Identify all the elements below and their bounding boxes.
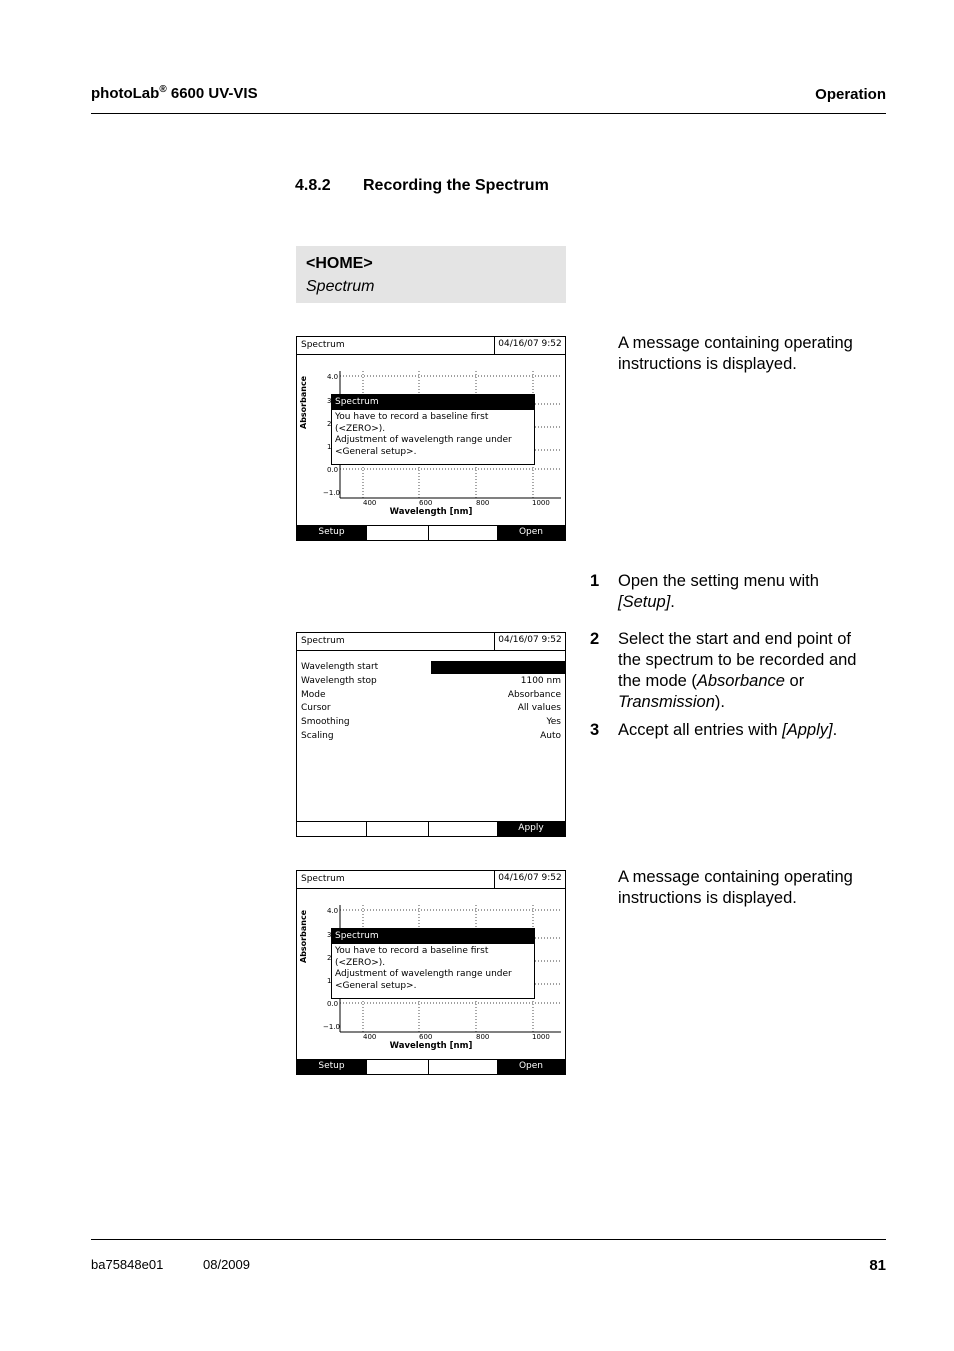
y-tick-label: 1 (327, 443, 332, 451)
step-number: 2 (590, 630, 600, 648)
softkey-empty[interactable] (428, 1060, 497, 1074)
step-number: 3 (590, 721, 600, 739)
dialog-title: Spectrum (332, 929, 534, 944)
setting-label: Wavelength start (301, 662, 379, 672)
header-section: Operation (815, 86, 886, 103)
text-fragment: or (784, 672, 805, 690)
mode-absorbance: Absorbance (696, 672, 785, 690)
screen-title: Spectrum (301, 636, 345, 646)
dialog-line: Adjustment of wavelength range under (335, 969, 512, 979)
setting-value: Absorbance (507, 689, 561, 700)
dialog-line: <General setup>. (335, 980, 417, 991)
x-tick-label: 800 (476, 1033, 490, 1041)
x-tick-label: 400 (363, 499, 377, 507)
y-tick-label: 1 (327, 977, 332, 985)
section-title: Recording the Spectrum (363, 177, 549, 194)
setting-label: Mode (301, 689, 326, 700)
x-tick-label: 600 (419, 1033, 433, 1041)
apply-key-ref: [Apply] (782, 721, 833, 739)
dialog-body (332, 944, 534, 992)
dialog-line: (<ZERO>). (335, 957, 386, 968)
step-3-text (618, 720, 837, 741)
setting-value: All values (517, 703, 561, 714)
softkey-open[interactable]: Open (497, 526, 565, 540)
screen-spectrum-settings (296, 632, 566, 837)
y-tick-label: 0.0 (327, 1000, 339, 1008)
dialog-line: <General setup>. (335, 446, 417, 457)
text-fragment: ). (714, 693, 725, 711)
text-line: instructions is displayed. (618, 889, 797, 907)
screen-title: Spectrum (301, 874, 345, 884)
softkey-setup[interactable]: Setup (297, 526, 366, 540)
x-tick-label: 1000 (532, 1033, 550, 1041)
text-line: the spectrum to be recorded and (618, 651, 857, 669)
setting-row-cursor[interactable] (297, 702, 565, 716)
setting-label: Wavelength stop (301, 675, 377, 686)
screen-title-bar (297, 633, 565, 651)
text-line (618, 692, 856, 713)
menu-path-home: <HOME> (306, 255, 373, 272)
x-tick-label: 400 (363, 1033, 377, 1041)
setup-key-ref: [Setup] (618, 593, 671, 611)
message-dialog (331, 928, 535, 999)
text-fragment: . (670, 593, 675, 611)
registered-mark: ® (159, 84, 167, 95)
x-tick-label: 800 (476, 499, 490, 507)
text-line (618, 592, 819, 613)
setting-label: Scaling (301, 730, 334, 741)
text-line: Open the setting menu with (618, 572, 819, 590)
dialog-line: You have to record a baseline first (335, 946, 489, 956)
footer-rule (91, 1239, 886, 1240)
setting-row-mode[interactable] (297, 689, 565, 703)
dialog-line: (<ZERO>). (335, 423, 386, 434)
text-line (618, 671, 856, 692)
softkey-empty[interactable] (428, 822, 497, 836)
setting-row-wavelength-stop[interactable] (297, 675, 565, 689)
softkey-empty[interactable] (428, 526, 497, 540)
settings-list (297, 661, 565, 744)
softkey-bar (297, 821, 565, 836)
footer-doc-id: ba75848e01 (91, 1257, 164, 1272)
softkey-open[interactable]: Open (497, 1060, 565, 1074)
setting-value: Auto (540, 730, 561, 741)
softkey-empty[interactable] (366, 526, 429, 540)
text-line: instructions is displayed. (618, 355, 797, 373)
message-dialog (331, 394, 535, 465)
softkey-empty[interactable] (366, 1060, 429, 1074)
footer-date: 08/2009 (203, 1257, 250, 1272)
x-axis-label: Wavelength [nm] (389, 507, 473, 517)
softkey-bar (297, 525, 565, 540)
dialog-body (332, 410, 534, 458)
y-tick-label: −1.0 (323, 489, 340, 497)
x-axis-label: Wavelength [nm] (389, 1041, 473, 1051)
text-fragment: the mode ( (618, 672, 697, 690)
y-axis-label: Absorbance (299, 909, 308, 963)
y-tick-label: 4.0 (327, 373, 339, 381)
y-axis-label: Absorbance (299, 375, 308, 429)
header-product (91, 84, 258, 102)
header-rule (91, 113, 886, 114)
page-number: 81 (869, 1257, 886, 1274)
dialog-line: You have to record a baseline first (335, 412, 489, 422)
message-note-1 (618, 333, 853, 375)
message-note-2 (618, 867, 853, 909)
product-name: photoLab (91, 85, 160, 102)
setting-value: 1100 nm (520, 675, 561, 686)
menu-path-box (296, 246, 566, 303)
x-tick-label: 600 (419, 499, 433, 507)
text-line: Select the start and end point of (618, 630, 851, 648)
setting-label: Cursor (301, 703, 331, 714)
screen-datetime: 04/16/07 9:52 (494, 337, 565, 354)
selection-highlight (431, 661, 565, 674)
text-fragment: Accept all entries with (618, 721, 783, 739)
y-tick-label: 3 (327, 931, 332, 939)
section-number: 4.8.2 (295, 177, 331, 194)
y-tick-label: 2 (327, 954, 332, 962)
text-fragment: . (832, 721, 838, 739)
setting-value: Yes (546, 717, 561, 728)
product-model: 6600 UV-VIS (166, 85, 258, 102)
softkey-bar (297, 1059, 565, 1074)
x-tick-label: 1000 (532, 499, 550, 507)
menu-path-item: Spectrum (306, 278, 375, 295)
y-tick-label: 0.0 (327, 466, 339, 474)
softkey-setup[interactable]: Setup (297, 1060, 366, 1074)
setting-row-wavelength-start[interactable] (297, 661, 565, 675)
screen-datetime: 04/16/07 9:52 (494, 633, 565, 650)
step-number: 1 (590, 572, 600, 590)
softkey-apply[interactable]: Apply (497, 822, 565, 836)
softkey-empty[interactable] (297, 822, 366, 836)
softkey-empty[interactable] (366, 822, 429, 836)
text-line: A message containing operating (618, 334, 853, 352)
screen-spectrum-message-1 (296, 336, 566, 541)
mode-transmission: Transmission (618, 693, 715, 711)
y-tick-label: 2 (327, 420, 332, 428)
screen-title: Spectrum (301, 340, 345, 350)
dialog-title: Spectrum (332, 395, 534, 410)
y-tick-label: −1.0 (323, 1023, 340, 1031)
screen-datetime: 04/16/07 9:52 (494, 871, 565, 888)
text-line: A message containing operating (618, 868, 853, 886)
step-1-text (618, 571, 819, 613)
y-tick-label: 4.0 (327, 907, 339, 915)
dialog-line: Adjustment of wavelength range under (335, 435, 512, 445)
setting-row-scaling[interactable] (297, 730, 565, 744)
step-2-text (618, 629, 856, 713)
setting-label: Smoothing (301, 717, 350, 728)
y-tick-label: 3 (327, 397, 332, 405)
screen-spectrum-message-2 (296, 870, 566, 1075)
setting-row-smoothing[interactable] (297, 716, 565, 730)
